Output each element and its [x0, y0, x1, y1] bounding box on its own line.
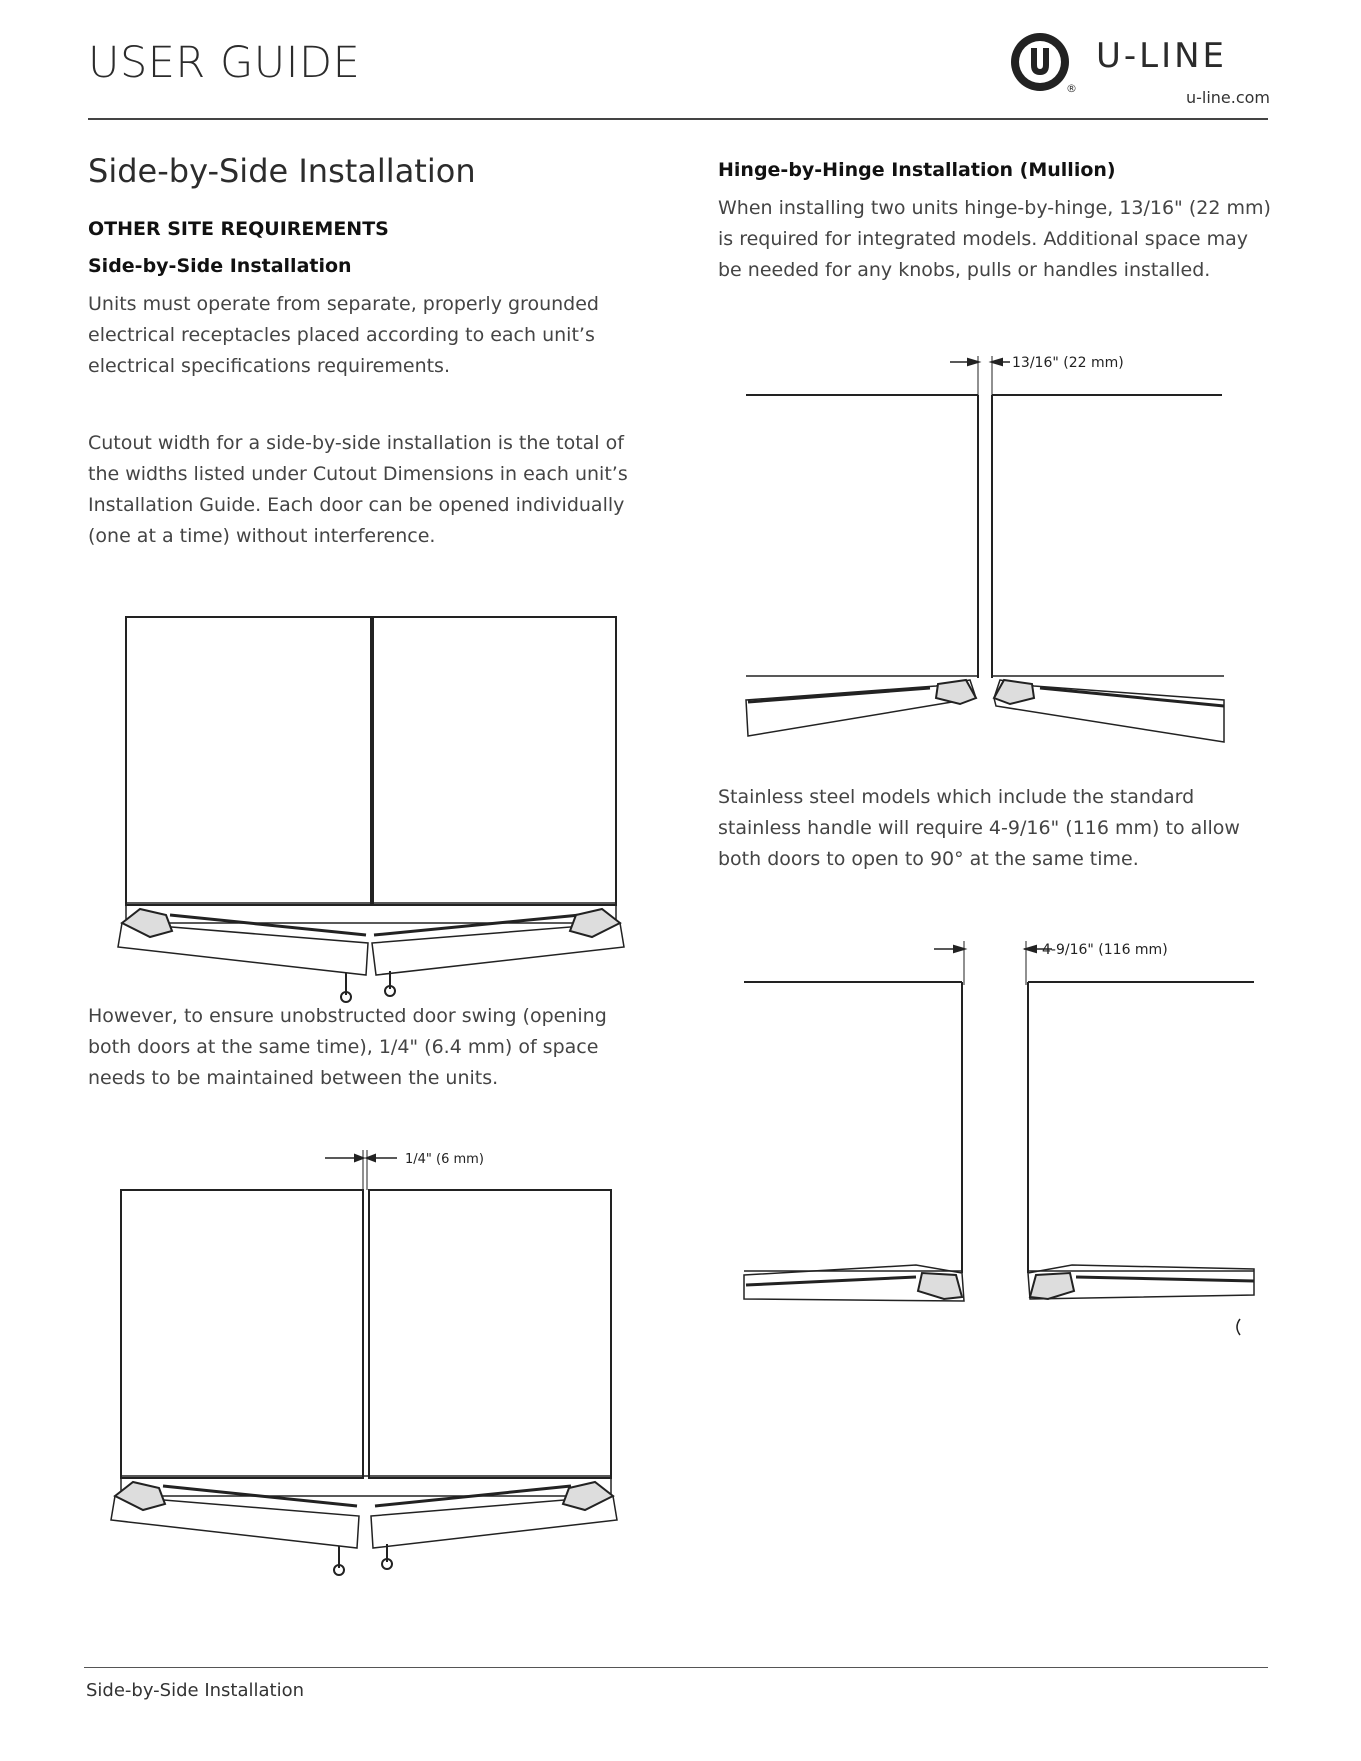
- right-unit-outline: [373, 617, 616, 905]
- footer-section-label: Side-by-Side Installation: [86, 1680, 305, 1701]
- stainless-handle-gap-diagram: [740, 935, 1260, 1355]
- page-title: USER GUIDE: [88, 38, 361, 88]
- side-by-side-diagram: [110, 605, 630, 1005]
- paragraph-cutout-width: Cutout width for a side-by-side installation is the total of the widths listed under Cutout Dimensions in each unit’s Installation Guide. Each door can be opened individually (one at a time) without interference.: [88, 432, 628, 547]
- brand-website: u-line.com: [1185, 88, 1270, 107]
- stainless-gap-label: 4-9/16" (116 mm): [1042, 942, 1168, 958]
- registered-mark: ®: [1066, 82, 1077, 95]
- site-requirements-heading: OTHER SITE REQUIREMENTS: [88, 218, 389, 240]
- quarter-inch-gap-diagram: [105, 1150, 635, 1590]
- paragraph-stainless-handle: Stainless steel models which include the standard stainless handle will require 4-9/16" (116 mm) to allow both doors to open to 90° at the same time.: [718, 786, 1240, 870]
- left-unit-outline: [126, 617, 371, 905]
- side-by-side-subheading: Side-by-Side Installation: [88, 255, 352, 277]
- paragraph-receptacles: Units must operate from separate, properly grounded electrical receptacles placed according to each unit’s electrical specifications requirements.: [88, 293, 599, 377]
- brand-logo: [1010, 32, 1282, 112]
- section-heading: Side-by-Side Installation: [88, 152, 476, 190]
- brand-name: U-LINE: [1096, 36, 1228, 76]
- quarter-inch-gap-label: 1/4" (6 mm): [405, 1152, 484, 1167]
- paragraph-door-swing: However, to ensure unobstructed door swing (opening both doors at the same time), 1/4" (6.4 mm) of space needs to be maintained between the units.: [88, 1005, 607, 1089]
- mullion-gap-label: 13/16" (22 mm): [1012, 355, 1124, 371]
- right-unit-outline-2: [369, 1190, 611, 1478]
- footer-divider: [84, 1667, 1268, 1668]
- header-divider: [88, 118, 1268, 120]
- left-unit-outline-2: [121, 1190, 363, 1478]
- paragraph-hinge-spacing: When installing two units hinge-by-hinge, 13/16" (22 mm) is required for integrated models. Additional space may be needed for any knobs, pulls or handles installed.: [718, 197, 1271, 281]
- hinge-by-hinge-heading: Hinge-by-Hinge Installation (Mullion): [718, 159, 1116, 181]
- mullion-gap-diagram: [740, 350, 1230, 750]
- u-line-logo-icon: [1010, 32, 1070, 92]
